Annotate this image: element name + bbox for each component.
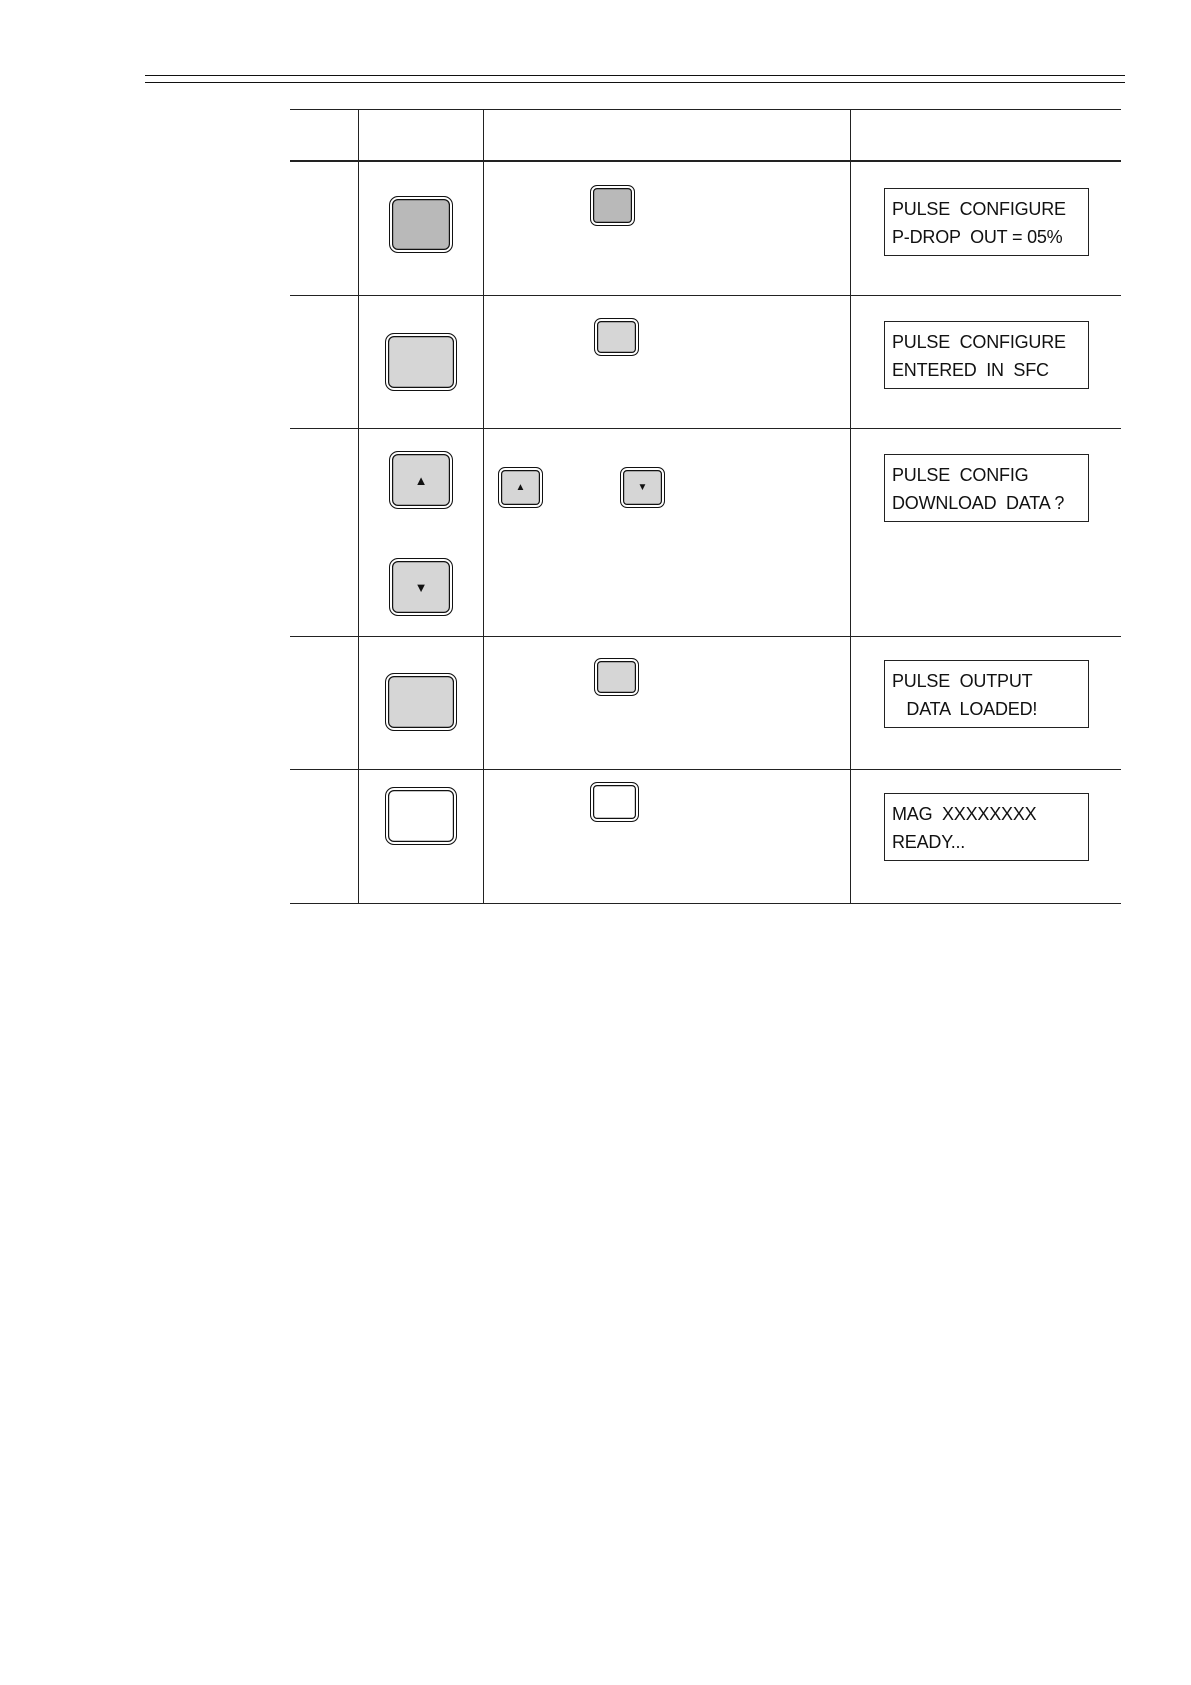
column-divider <box>358 109 359 904</box>
inline-up-arrow-icon: ▲ <box>498 467 543 508</box>
key-button[interactable] <box>389 196 453 253</box>
lcd-display <box>884 660 1089 728</box>
lcd-line-2: READY... <box>892 832 966 852</box>
lcd-display <box>884 188 1089 256</box>
lcd-line-2: DOWNLOAD DATA ? <box>892 493 1065 513</box>
header-rule-top <box>145 75 1125 76</box>
row-divider <box>290 295 1121 296</box>
row-divider <box>290 769 1121 770</box>
lcd-display <box>884 793 1089 861</box>
lcd-line-2: DATA LOADED! <box>892 699 1038 719</box>
down-arrow-key[interactable] <box>389 558 453 616</box>
table-bottom-border <box>290 903 1121 904</box>
lcd-line-2: P-DROP OUT = 05% <box>892 227 1063 247</box>
lcd-display <box>884 454 1089 522</box>
lcd-line-1: PULSE CONFIGURE <box>892 332 1066 352</box>
lcd-display <box>884 321 1089 389</box>
inline-key-icon <box>594 318 639 356</box>
lcd-line-1: PULSE CONFIGURE <box>892 199 1066 219</box>
column-divider <box>483 109 484 904</box>
lcd-line-1: MAG XXXXXXXX <box>892 804 1037 824</box>
row-divider <box>290 636 1121 637</box>
inline-key-icon <box>590 782 639 822</box>
lcd-line-1: PULSE CONFIG <box>892 465 1029 485</box>
inline-down-arrow-icon: ▼ <box>620 467 665 508</box>
inline-key-icon <box>590 185 635 226</box>
up-arrow-key[interactable] <box>389 451 453 509</box>
table-top-border <box>290 109 1121 110</box>
lcd-line-1: PULSE OUTPUT <box>892 671 1033 691</box>
key-button[interactable] <box>385 787 457 845</box>
key-button[interactable] <box>385 673 457 731</box>
column-divider <box>850 109 851 904</box>
row-divider <box>290 428 1121 429</box>
key-button[interactable] <box>385 333 457 391</box>
up-arrow-icon: ▲ <box>414 472 428 488</box>
table-header-border <box>290 160 1121 162</box>
header-rule-bottom <box>145 82 1125 83</box>
lcd-line-2: ENTERED IN SFC <box>892 360 1049 380</box>
down-arrow-icon: ▼ <box>414 579 428 595</box>
inline-key-icon <box>594 658 639 696</box>
